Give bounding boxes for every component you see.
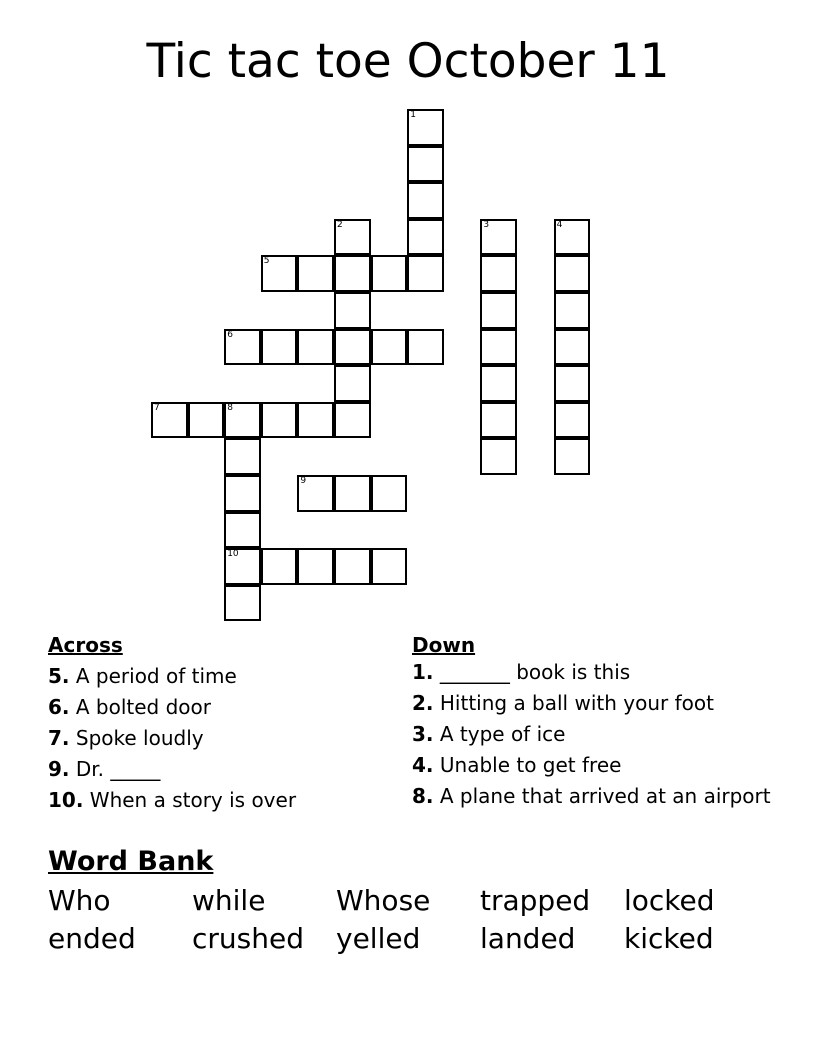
word-bank (48, 882, 768, 958)
word-bank-word: ended (48, 922, 136, 955)
crossword-cell[interactable] (224, 512, 261, 549)
cell-number: 1 (410, 110, 416, 120)
crossword-cell[interactable] (334, 548, 371, 585)
crossword-cell[interactable] (554, 402, 591, 439)
word-bank-word: kicked (624, 922, 714, 955)
crossword-cell[interactable] (554, 255, 591, 292)
page-title: Tic tac toe October 11 (146, 34, 670, 89)
crossword-cell[interactable] (371, 475, 408, 512)
word-bank-word: Who (48, 884, 111, 917)
down-clue (412, 692, 772, 715)
across-clue (48, 692, 388, 723)
crossword-cell[interactable] (407, 146, 444, 183)
crossword-cell[interactable] (224, 402, 261, 439)
crossword-cell[interactable] (334, 219, 371, 256)
clue-text: Spoke loudly (75, 726, 204, 750)
clue-text: Unable to get free (439, 753, 622, 777)
clue-number: 4. (412, 753, 434, 777)
crossword-cell[interactable] (407, 109, 444, 146)
crossword-cell[interactable] (297, 402, 334, 439)
crossword-cell[interactable] (261, 402, 298, 439)
crossword-cell[interactable] (480, 365, 517, 402)
clue-number: 1. (412, 660, 434, 684)
cell-number: 10 (227, 549, 239, 560)
clue-text: When a story is over (89, 788, 297, 812)
cell-number: 7 (154, 402, 160, 413)
crossword-cell[interactable] (297, 255, 334, 292)
cell-number: 3 (483, 219, 490, 230)
crossword-cell[interactable] (297, 329, 334, 366)
crossword-cell[interactable] (297, 548, 334, 585)
down-clue (412, 661, 772, 684)
word-bank-word: Whose (336, 884, 431, 917)
crossword-cell[interactable] (261, 548, 298, 585)
crossword-cell[interactable] (407, 255, 444, 292)
cell-number: 4 (556, 219, 563, 230)
clue-text: _______ book is this (439, 660, 631, 684)
crossword-cell[interactable] (261, 329, 298, 366)
clue-number: 3. (412, 722, 434, 746)
crossword-cell[interactable] (554, 292, 591, 329)
word-bank-word: crushed (192, 922, 304, 955)
crossword-cell[interactable] (371, 255, 408, 292)
crossword-cell[interactable] (261, 255, 298, 292)
crossword-cell[interactable] (480, 329, 517, 366)
crossword-cell[interactable] (334, 329, 371, 366)
down-clues (412, 630, 772, 816)
crossword-cell[interactable] (371, 548, 408, 585)
clue-number: 6. (48, 695, 70, 719)
word-bank-word: landed (480, 922, 576, 955)
crossword-cell[interactable] (334, 365, 371, 402)
across-clue (48, 723, 388, 754)
crossword-cell[interactable] (480, 219, 517, 256)
clue-text: Dr. _____ (75, 757, 161, 781)
crossword-cell[interactable] (334, 255, 371, 292)
crossword-cell[interactable] (224, 329, 261, 366)
down-heading: Down (412, 633, 476, 657)
crossword-cell[interactable] (480, 292, 517, 329)
crossword-cell[interactable] (188, 402, 225, 439)
crossword-cell[interactable] (554, 438, 591, 475)
cell-number: 5 (263, 256, 270, 267)
word-bank-word: trapped (480, 884, 591, 917)
crossword-cell[interactable] (480, 402, 517, 439)
clue-number: 5. (48, 664, 70, 688)
cell-number: 9 (300, 476, 307, 486)
cell-number: 2 (337, 219, 343, 230)
cell-number: 6 (227, 329, 233, 340)
clue-text: A bolted door (75, 695, 211, 719)
crossword-cell[interactable] (407, 182, 444, 219)
clue-number: 2. (412, 691, 434, 715)
crossword-cell[interactable] (554, 219, 591, 256)
crossword-cell[interactable] (224, 585, 261, 622)
crossword-cell[interactable] (407, 219, 444, 256)
clue-text: A period of time (75, 664, 237, 688)
cell-number: 8 (227, 402, 233, 413)
crossword-cell[interactable] (151, 402, 188, 439)
clue-number: 10. (48, 788, 84, 812)
clue-number: 8. (412, 784, 434, 808)
crossword-cell[interactable] (224, 475, 261, 512)
crossword-cell[interactable] (334, 402, 371, 439)
crossword-cell[interactable] (334, 292, 371, 329)
word-bank-word: while (192, 884, 266, 917)
crossword-cell[interactable] (224, 438, 261, 475)
crossword-cell[interactable] (224, 548, 261, 585)
clue-text: A plane that arrived at an airport (439, 784, 771, 808)
across-clue (48, 785, 388, 816)
down-clue (412, 754, 772, 777)
clue-text: A type of ice (439, 722, 566, 746)
crossword-cell[interactable] (480, 438, 517, 475)
across-clue (48, 661, 388, 692)
crossword-cell[interactable] (407, 329, 444, 366)
crossword-cell[interactable] (554, 329, 591, 366)
clue-text: Hitting a ball with your foot (439, 691, 714, 715)
word-bank-heading: Word Bank (48, 846, 214, 877)
crossword-cell[interactable] (554, 365, 591, 402)
clue-number: 7. (48, 726, 70, 750)
crossword-cell[interactable] (334, 475, 371, 512)
across-clues (48, 630, 388, 816)
word-bank-word: locked (624, 884, 715, 917)
clue-number: 9. (48, 757, 70, 781)
crossword-cell[interactable] (297, 475, 334, 512)
crossword-cell[interactable] (480, 255, 517, 292)
down-clue (412, 723, 772, 746)
word-bank-word: yelled (336, 922, 421, 955)
crossword-cell[interactable] (371, 329, 408, 366)
across-heading: Across (48, 633, 123, 657)
across-clue (48, 754, 388, 785)
down-clue (412, 785, 772, 808)
